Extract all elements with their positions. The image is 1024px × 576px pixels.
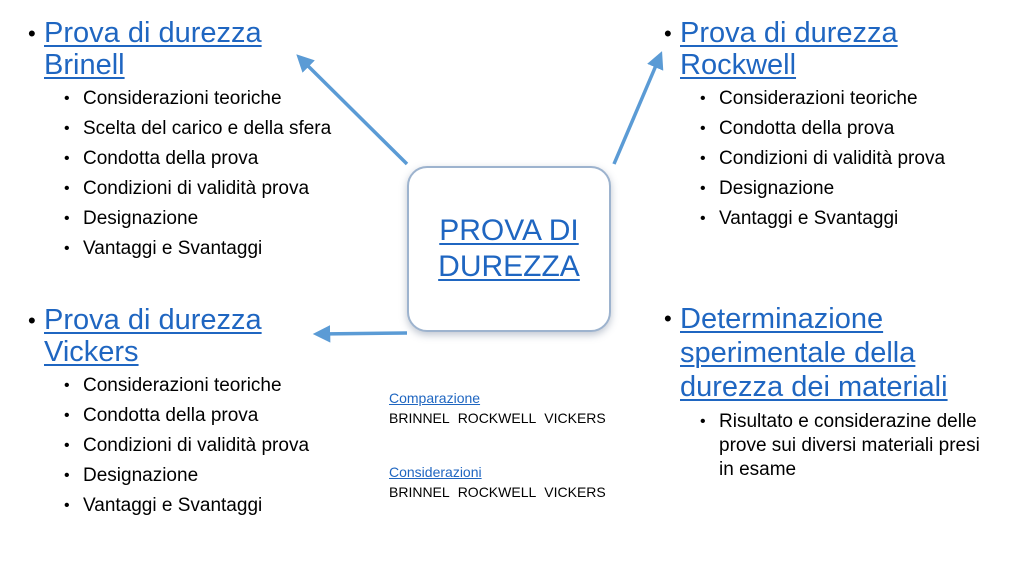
bullet-dot-icon: • xyxy=(64,90,70,107)
bullet-dot-icon: • xyxy=(64,150,70,167)
rockwell-title-link[interactable]: Prova di durezza Rockwell xyxy=(680,17,898,81)
brinell-title-link[interactable]: Prova di durezza Brinell xyxy=(44,17,262,81)
bullet-dot-icon: • xyxy=(64,180,70,197)
list-item: • Designazione xyxy=(64,208,199,229)
center-topic-box[interactable] xyxy=(407,166,611,332)
list-item: • Vantaggi e Svantaggi xyxy=(64,238,263,259)
vickers-title-link[interactable]: Prova di durezza Vickers xyxy=(44,304,262,368)
comparazione-methods xyxy=(389,408,606,428)
list-item: • Scelta del carico e della sfera xyxy=(64,118,332,139)
method-label: VICKERS xyxy=(544,484,606,500)
arrow-to-rockwell-icon xyxy=(614,56,660,164)
method-label: BRINNEL xyxy=(389,410,450,426)
comparazione-link[interactable]: Comparazione xyxy=(389,390,481,406)
determinazione-topic xyxy=(664,302,1014,404)
list-item: • Vantaggi e Svantaggi xyxy=(64,495,263,516)
list-item: • Considerazioni teoriche xyxy=(700,88,918,109)
considerazioni-methods xyxy=(389,482,606,502)
bullet-dot-icon: • xyxy=(28,21,36,46)
method-label: ROCKWELL xyxy=(457,484,537,500)
list-item: • Designazione xyxy=(64,465,199,486)
brinell-section xyxy=(28,17,378,267)
determinazione-section xyxy=(664,302,1014,488)
considerazioni-block xyxy=(389,462,606,502)
method-label: ROCKWELL xyxy=(457,410,537,426)
bullet-dot-icon: • xyxy=(664,306,672,331)
bullet-dot-icon: • xyxy=(28,308,36,333)
brinell-topic xyxy=(28,17,378,81)
list-item: • Considerazioni teoriche xyxy=(64,375,282,396)
list-item: • Considerazioni teoriche xyxy=(64,88,282,109)
bullet-dot-icon: • xyxy=(64,210,70,227)
bullet-dot-icon: • xyxy=(64,467,70,484)
rockwell-section xyxy=(664,17,1014,237)
bullet-dot-icon: • xyxy=(64,377,70,394)
center-title-link[interactable]: PROVA DI DUREZZA xyxy=(438,214,580,283)
considerazioni-link[interactable]: Considerazioni xyxy=(389,464,482,480)
rockwell-subtopics xyxy=(664,87,1014,231)
bullet-dot-icon: • xyxy=(664,21,672,46)
bullet-dot-icon: • xyxy=(700,90,706,107)
bullet-dot-icon: • xyxy=(700,413,706,430)
comparazione-block xyxy=(389,388,606,428)
list-item: • Condizioni di validità prova xyxy=(700,148,946,169)
list-item: • Condotta della prova xyxy=(64,405,259,426)
bullet-dot-icon: • xyxy=(64,120,70,137)
bullet-dot-icon: • xyxy=(700,150,706,167)
vickers-subtopics xyxy=(28,374,378,518)
bullet-dot-icon: • xyxy=(64,497,70,514)
list-item: • Designazione xyxy=(700,178,835,199)
bullet-dot-icon: • xyxy=(64,407,70,424)
bullet-dot-icon: • xyxy=(700,120,706,137)
vickers-topic xyxy=(28,304,378,368)
method-label: BRINNEL xyxy=(389,484,450,500)
rockwell-topic xyxy=(664,17,1014,81)
list-item: • Condizioni di validità prova xyxy=(64,435,310,456)
method-label: VICKERS xyxy=(544,410,606,426)
determinazione-title-link[interactable]: Determinazione sperimentale della durezza dei materiali xyxy=(680,303,948,403)
bullet-dot-icon: • xyxy=(700,210,706,227)
list-item: • Condotta della prova xyxy=(700,118,895,139)
list-item: • Vantaggi e Svantaggi xyxy=(700,208,899,229)
determinazione-subtopics xyxy=(664,410,1014,482)
list-item: • Risultato e considerazine delle prove sui diversi materiali presi in esame xyxy=(700,411,980,480)
bullet-dot-icon: • xyxy=(64,240,70,257)
vickers-section xyxy=(28,304,378,524)
bullet-dot-icon: • xyxy=(700,180,706,197)
list-item: • Condizioni di validità prova xyxy=(64,178,310,199)
brinell-subtopics xyxy=(28,87,378,261)
list-item: • Condotta della prova xyxy=(64,148,259,169)
bullet-dot-icon: • xyxy=(64,437,70,454)
